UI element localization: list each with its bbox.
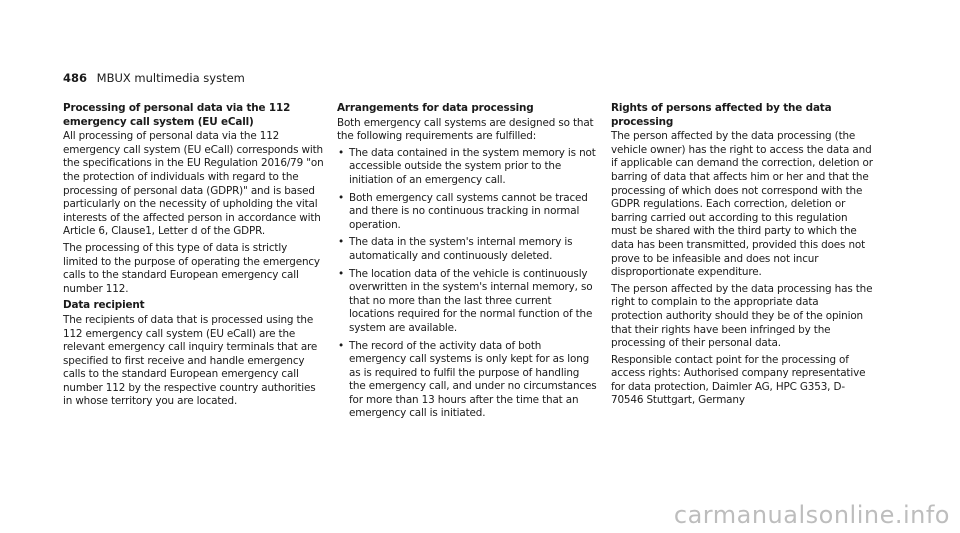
bullet-list [337, 147, 597, 421]
paragraph: All processing of personal data via the 112 emergency call system (EU eCall) corresponds with the specifications in the EU Regulation 2016/79 "on the protection of individuals with regard to the processing of personal data (GDPR)" and is based particularly on the necessity of upholding the vital interests of the affected person in accordance with Article 6, Clause1, Letter d of the GDPR. [63, 130, 324, 238]
bullet-icon: • [338, 236, 344, 249]
section-heading-data-recipient: Data recipient [63, 299, 145, 312]
section-heading-rights: Rights of persons affected by the data processing [611, 102, 832, 128]
column-left [63, 102, 325, 412]
bullet-icon: • [338, 146, 344, 159]
paragraph: The person affected by the data processing has the right to complain to the appropriate data protection authority should they be of the opinion that their rights have been infringed by the processing of their personal data. [611, 282, 873, 350]
paragraph: The processing of this type of data is strictly limited to the purpose of operating the emergency calls to the standard European emergency call number 112. [63, 241, 320, 295]
bullet-icon: • [338, 339, 344, 352]
paragraph: The person affected by the data processing (the vehicle owner) has the right to access the data and if applicable can demand the correction, deletion or barring of data that affects him or her and that the processing of which does not correspond with the GDPR regulations. Each correction, deletion or barring carried out according to this regulation must be shared with the third party to which the data has been transmitted, provided this does not prove to be infeasible and does not incur disproportionate expenditure. [611, 130, 873, 279]
section-heading-personal-data: Processing of personal data via the 112 emergency call system (EU eCall) [63, 102, 291, 128]
column-middle [337, 102, 597, 425]
watermark: carmanualsonline.info [673, 501, 950, 529]
paragraph: The recipients of data that is processed using the 112 emergency call system (EU eCall) are the relevant emergency call inquiry terminals that are specified to first receive and handle emergency calls to the standard European emergency call number 112 by the respective country authorities in whose territory you are located. [63, 313, 318, 408]
list-item [337, 192, 597, 233]
paragraph: Both emergency call systems are designed so that the following requirements are fulfilled: [337, 116, 594, 143]
bullet-icon: • [338, 267, 344, 280]
list-item [337, 340, 597, 422]
list-item [337, 236, 597, 263]
page-header [63, 71, 245, 85]
page-header-title: MBUX multimedia system [96, 71, 245, 85]
list-item-text: The record of the activity data of both emergency call systems is only kept for as long as is required to fulfil the purpose of handling the emergency call, and under no circumstances for more than 13 hours after the time that an emergency call is initiated. [349, 339, 597, 420]
bullet-icon: • [338, 191, 344, 204]
list-item-text: The data contained in the system memory is not accessible outside the system prior to the initiation of an emergency call. [349, 146, 596, 186]
paragraph: Responsible contact point for the processing of access rights: Authorised company representative for data protection, Daimler AG, HPC G353, D-70546 Stuttgart, Germany [611, 353, 866, 407]
list-item [337, 147, 597, 188]
section-heading-arrangements: Arrangements for data processing [337, 102, 534, 114]
list-item-text: Both emergency call systems cannot be traced and there is no continuous tracking in normal operation. [349, 191, 588, 231]
list-item [337, 268, 597, 336]
list-item-text: The data in the system's internal memory is automatically and continuously deleted. [349, 236, 573, 262]
list-item-text: The location data of the vehicle is continuously overwritten in the system's internal memory, so that no more than the last three current locations required for the normal function of the system are available. [349, 267, 593, 334]
page-number: 486 [63, 71, 88, 85]
column-right [611, 102, 873, 411]
